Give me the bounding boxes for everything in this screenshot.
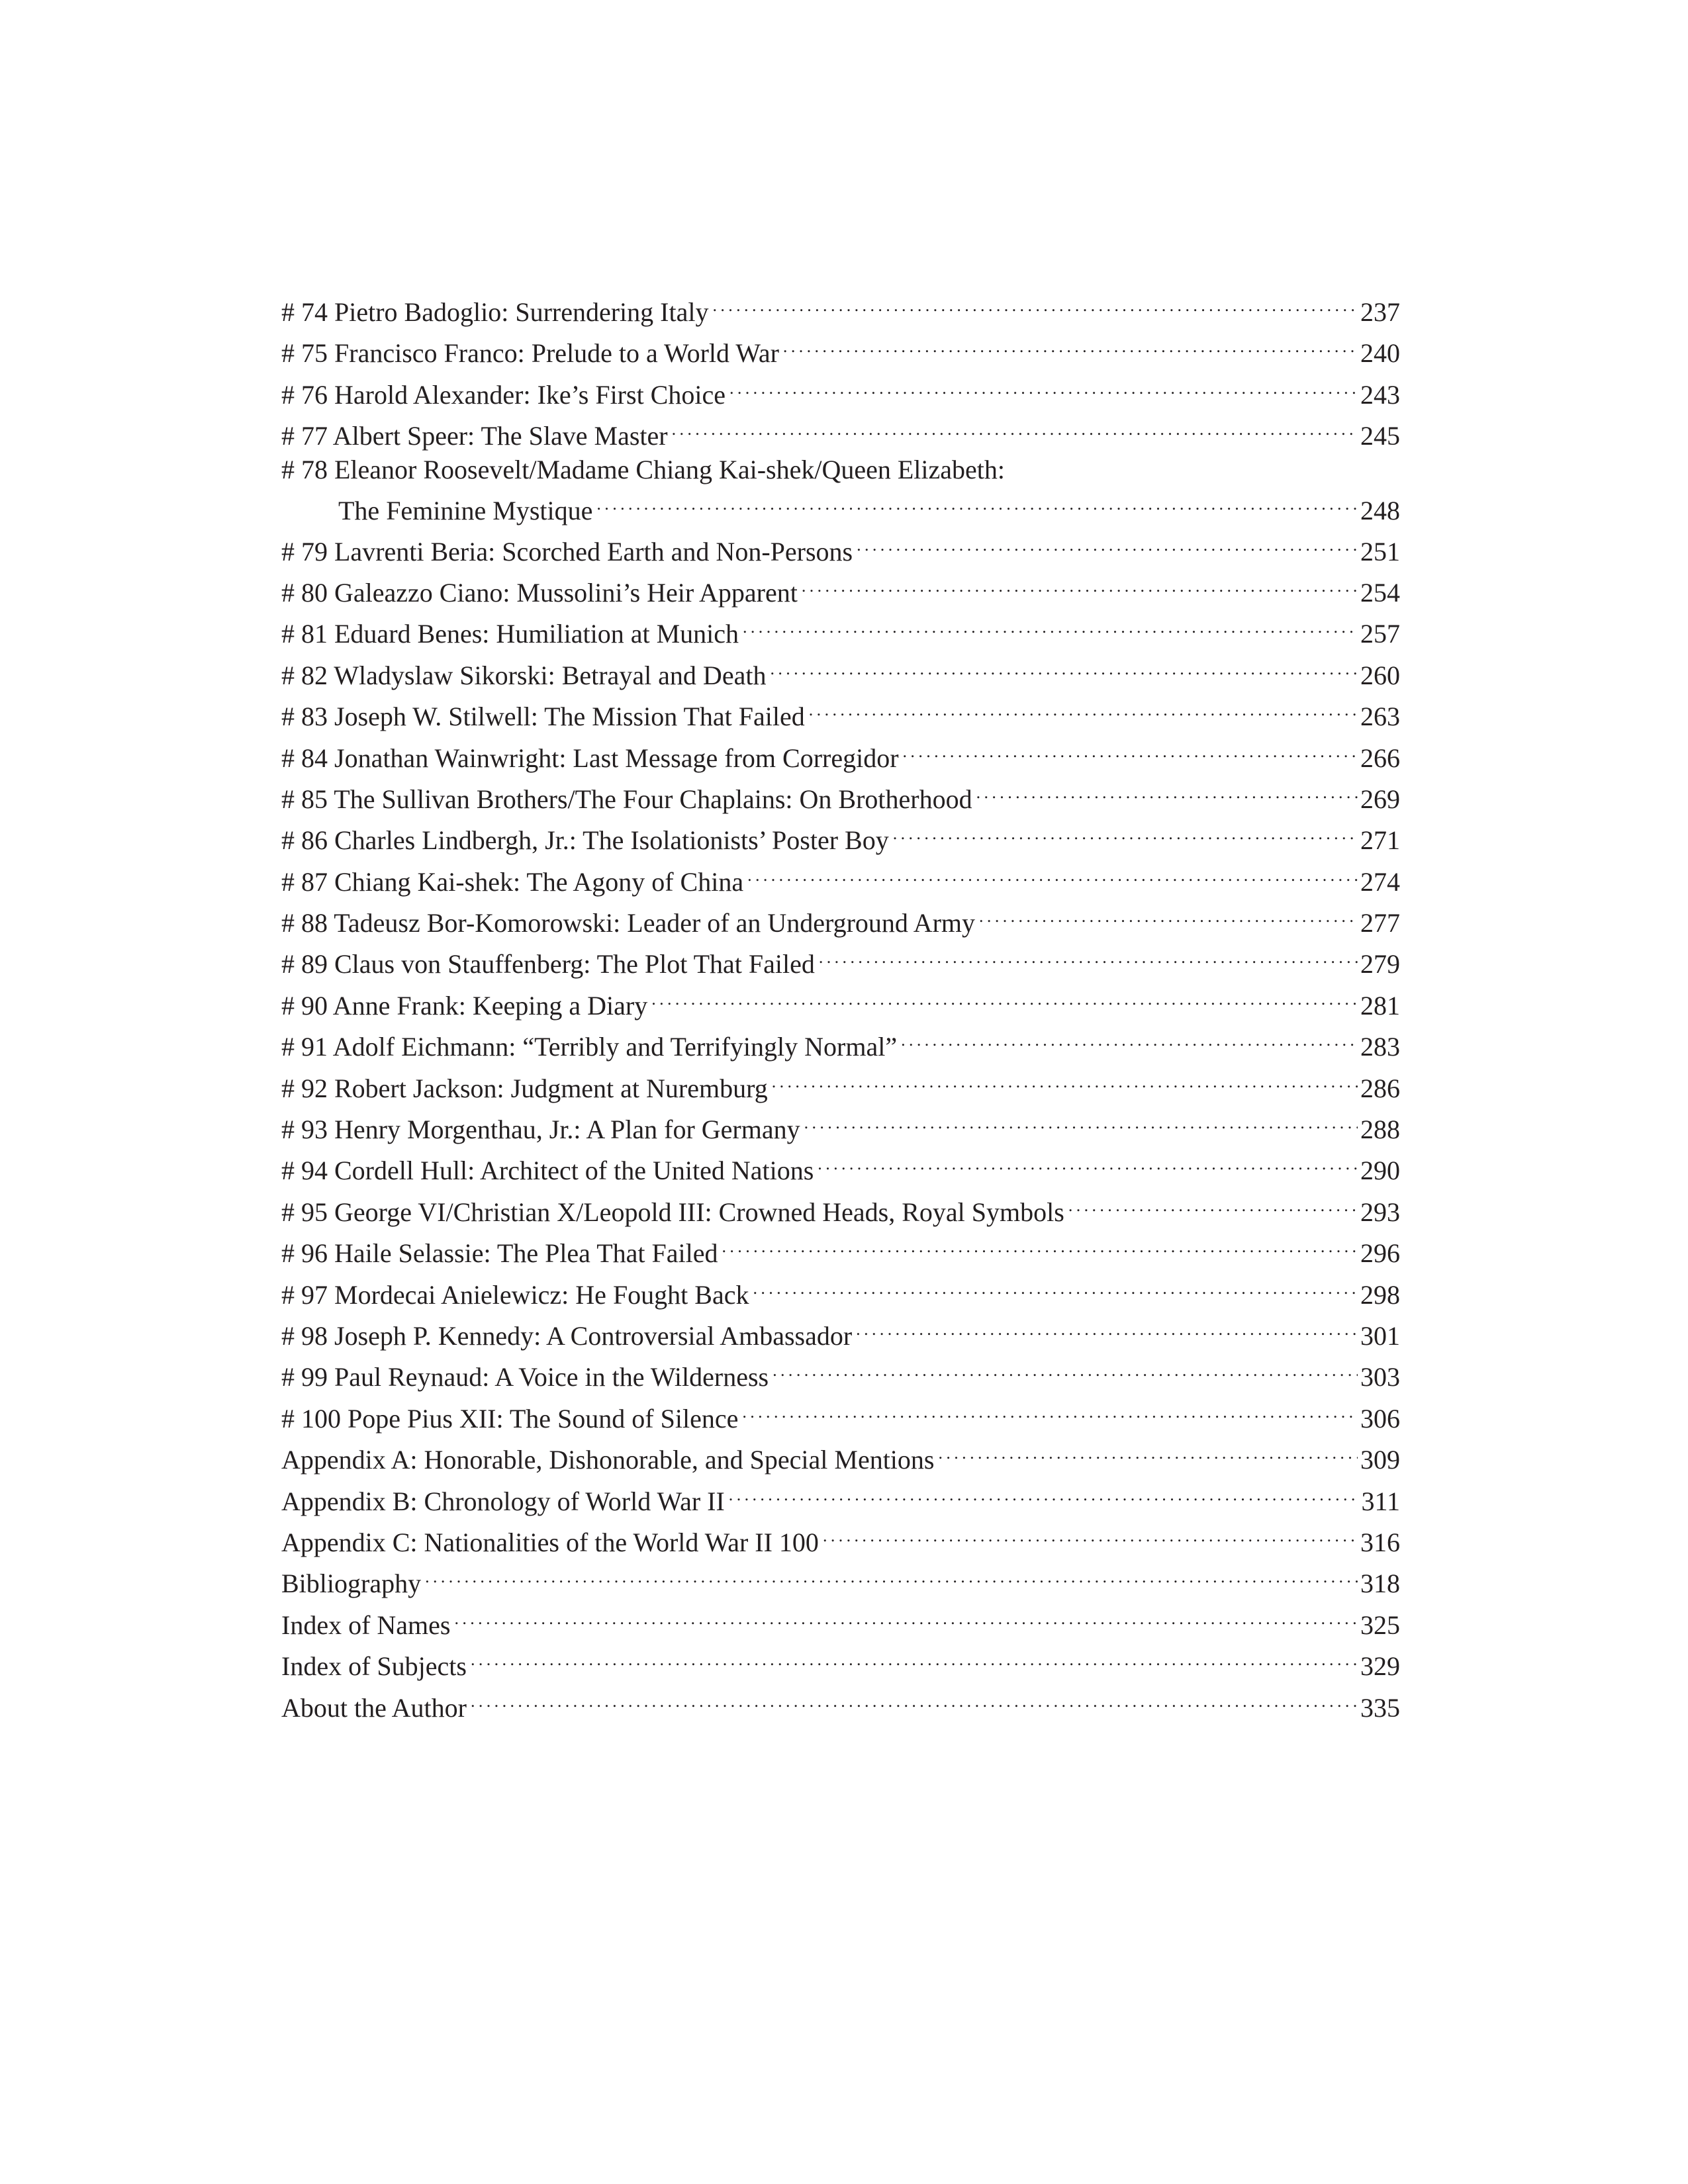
toc-entry-line xyxy=(281,1064,1400,1105)
toc-entry-title: About the Author xyxy=(281,1692,467,1723)
toc-entry xyxy=(281,858,1400,899)
toc-entry-page-number: 281 xyxy=(1360,990,1400,1021)
toc-entry-title: # 95 George VI/Christian X/Leopold III: Crowned Heads, Royal Symbols xyxy=(281,1197,1064,1227)
toc-entry xyxy=(281,981,1400,1023)
toc-entry-page-number: 237 xyxy=(1360,297,1400,327)
toc-entry-title: # 99 Paul Reynaud: A Voice in the Wilderness xyxy=(281,1362,769,1392)
toc-entry-title: Index of Subjects xyxy=(281,1651,467,1682)
toc-entry-line xyxy=(281,371,1400,412)
toc-entry xyxy=(281,1435,1400,1477)
toc-entry xyxy=(281,1312,1400,1353)
toc-entry-line xyxy=(281,288,1400,329)
toc-entry-line xyxy=(281,858,1400,899)
dot-leader xyxy=(893,816,1358,849)
toc-entry xyxy=(281,692,1400,733)
toc-entry-title: # 97 Mordecai Anielewicz: He Fought Back xyxy=(281,1279,749,1310)
toc-entry-title: # 92 Robert Jackson: Judgment at Nuremburg xyxy=(281,1073,768,1103)
toc-entry-title: # 81 Eduard Benes: Humiliation at Munich xyxy=(281,619,739,649)
toc-entry-line xyxy=(281,734,1400,775)
toc-entry-line xyxy=(281,1229,1400,1270)
dot-leader xyxy=(722,1229,1358,1262)
toc-entry-page-number: 329 xyxy=(1360,1651,1400,1682)
toc-entry-title: # 94 Cordell Hull: Architect of the United Nations xyxy=(281,1156,814,1186)
dot-leader xyxy=(856,1312,1358,1345)
dot-leader xyxy=(901,1023,1358,1056)
toc-entry-line xyxy=(281,1105,1400,1146)
toc-entry-title: # 75 Francisco Franco: Prelude to a World War xyxy=(281,338,779,369)
toc-entry xyxy=(281,371,1400,412)
toc-entry-line xyxy=(281,1271,1400,1312)
toc-entry-title: # 84 Jonathan Wainwright: Last Message from Corregidor xyxy=(281,743,899,773)
toc-entry-page-number: 296 xyxy=(1360,1238,1400,1269)
dot-leader xyxy=(783,329,1358,362)
dot-leader xyxy=(672,412,1358,445)
toc-entry-title: # 74 Pietro Badoglio: Surrendering Italy xyxy=(281,297,709,327)
toc-entry-line xyxy=(281,1023,1400,1064)
toc-entry-line xyxy=(281,1559,1400,1600)
toc-entry-title: # 77 Albert Speer: The Slave Master xyxy=(281,421,668,451)
toc-entry xyxy=(281,412,1400,453)
toc-entry-line xyxy=(281,1312,1400,1353)
toc-entry xyxy=(281,1518,1400,1559)
dot-leader xyxy=(804,1105,1358,1138)
toc-entry-title: Appendix B: Chronology of World War II xyxy=(281,1486,725,1516)
toc-entry xyxy=(281,1023,1400,1064)
toc-entry-line xyxy=(281,1684,1400,1725)
dot-leader xyxy=(819,940,1358,973)
toc-entry-title-line2: The Feminine Mystique xyxy=(338,495,593,525)
toc-entry xyxy=(281,816,1400,857)
toc-entry xyxy=(281,1684,1400,1725)
toc-entry-page-number: 274 xyxy=(1360,866,1400,897)
dot-leader xyxy=(753,1271,1358,1304)
toc-entry-page-number: 309 xyxy=(1360,1445,1400,1475)
toc-entry-page-number: 251 xyxy=(1360,536,1400,567)
toc-entry-page-number: 318 xyxy=(1360,1569,1400,1599)
toc-entry xyxy=(281,1601,1400,1642)
dot-leader xyxy=(802,569,1358,602)
toc-entry xyxy=(281,1477,1400,1518)
toc-entry xyxy=(281,1188,1400,1229)
toc-entry-title: Appendix A: Honorable, Dishonorable, and Special Mentions xyxy=(281,1445,935,1475)
toc-entry-page-number: 316 xyxy=(1360,1527,1400,1557)
dot-leader xyxy=(770,651,1358,684)
toc-entry xyxy=(281,940,1400,981)
toc-entry-line xyxy=(281,412,1400,453)
dot-leader xyxy=(596,486,1358,520)
toc-entry-page-number: 306 xyxy=(1360,1403,1400,1433)
toc-entry-title: # 82 Wladyslaw Sikorski: Betrayal and Death xyxy=(281,660,767,690)
dot-leader xyxy=(809,692,1358,725)
toc-entry-page-number: 277 xyxy=(1360,908,1400,938)
toc-entry-line xyxy=(281,940,1400,981)
toc-entry-line xyxy=(281,1353,1400,1394)
toc-entry xyxy=(281,1064,1400,1105)
dot-leader xyxy=(729,1477,1359,1510)
toc-entry-title: # 83 Joseph W. Stilwell: The Mission That Failed xyxy=(281,702,805,732)
toc-entry-page-number: 245 xyxy=(1360,421,1400,451)
toc-entry-title: # 90 Anne Frank: Keeping a Diary xyxy=(281,990,648,1021)
dot-leader xyxy=(979,899,1358,932)
toc-entry-line xyxy=(281,816,1400,857)
toc-entry xyxy=(281,899,1400,940)
toc-entry-line xyxy=(281,1477,1400,1518)
toc-entry-title: # 89 Claus von Stauffenberg: The Plot That Failed xyxy=(281,949,815,979)
toc-entry-page-number: 303 xyxy=(1360,1362,1400,1392)
toc-entry xyxy=(281,1146,1400,1187)
toc-entry-page-number: 271 xyxy=(1360,825,1400,856)
toc-entry xyxy=(281,1559,1400,1600)
dot-leader xyxy=(857,527,1358,561)
toc-entry-page-number: 288 xyxy=(1360,1115,1400,1145)
dot-leader xyxy=(729,371,1358,404)
toc-entry-title: Appendix C: Nationalities of the World War II 100 xyxy=(281,1527,819,1557)
toc-entry-line xyxy=(281,1188,1400,1229)
toc-entry xyxy=(281,527,1400,569)
toc-entry-title: # 91 Adolf Eichmann: “Terribly and Terrifyingly Normal” xyxy=(281,1032,898,1062)
toc-entry xyxy=(281,610,1400,651)
dot-leader xyxy=(773,1353,1358,1386)
toc-entry-title: # 100 Pope Pius XII: The Sound of Silence xyxy=(281,1403,739,1433)
toc-entry-line xyxy=(281,527,1400,569)
toc-entry xyxy=(281,1271,1400,1312)
toc-entry-page-number: 248 xyxy=(1360,495,1400,525)
toc-entry-line xyxy=(281,1146,1400,1187)
toc-entry-title: # 85 The Sullivan Brothers/The Four Chaplains: On Brotherhood xyxy=(281,784,972,814)
toc-entry-title: # 88 Tadeusz Bor-Komorowski: Leader of an Underground Army xyxy=(281,908,976,938)
toc-entry-page-number: 240 xyxy=(1360,338,1400,369)
toc-entry-line xyxy=(281,1518,1400,1559)
toc-entry-page-number: 283 xyxy=(1360,1032,1400,1062)
toc-entry-title-line1: # 78 Eleanor Roosevelt/Madame Chiang Kai-shek/Queen Elizabeth: xyxy=(281,454,1006,484)
toc-entry-page-number: 254 xyxy=(1360,577,1400,608)
dot-leader xyxy=(1068,1188,1358,1221)
toc-entry-page-number: 286 xyxy=(1360,1073,1400,1103)
dot-leader xyxy=(976,775,1358,808)
dot-leader xyxy=(938,1435,1358,1469)
dot-leader xyxy=(471,1642,1358,1675)
dot-leader xyxy=(823,1518,1358,1551)
dot-leader xyxy=(747,858,1358,891)
toc-entry-line xyxy=(281,329,1400,370)
toc-entry-line xyxy=(281,610,1400,651)
toc-entry xyxy=(281,1353,1400,1394)
toc-entry xyxy=(281,651,1400,692)
dot-leader xyxy=(454,1601,1358,1634)
toc-entry-title: # 96 Haile Selassie: The Plea That Failed xyxy=(281,1238,718,1269)
toc-entry xyxy=(281,734,1400,775)
toc-entry-page-number: 243 xyxy=(1360,379,1400,410)
toc-entry-line xyxy=(281,899,1400,940)
toc-entry-page-number: 266 xyxy=(1360,743,1400,773)
dot-leader xyxy=(471,1684,1358,1717)
dot-leader xyxy=(772,1064,1358,1097)
toc-entry-title: # 80 Galeazzo Ciano: Mussolini’s Heir Apparent xyxy=(281,577,798,608)
toc-entry xyxy=(281,1105,1400,1146)
toc-entry-page-number: 293 xyxy=(1360,1197,1400,1227)
toc-entry-title: # 79 Lavrenti Beria: Scorched Earth and Non-Persons xyxy=(281,536,853,567)
toc-entry xyxy=(281,288,1400,329)
toc-entry-page-number: 301 xyxy=(1360,1320,1400,1351)
dot-leader xyxy=(743,610,1358,643)
toc-entry xyxy=(281,1229,1400,1270)
table-of-contents xyxy=(281,288,1400,1725)
toc-entry-title: # 76 Harold Alexander: Ike’s First Choice xyxy=(281,379,726,410)
dot-leader xyxy=(712,288,1358,321)
toc-entry xyxy=(281,775,1400,816)
toc-entry xyxy=(281,1642,1400,1683)
dot-leader xyxy=(425,1559,1358,1592)
toc-entry-title: # 98 Joseph P. Kennedy: A Controversial Ambassador xyxy=(281,1320,853,1351)
toc-entry-title: # 87 Chiang Kai-shek: The Agony of China xyxy=(281,866,744,897)
toc-entry-line xyxy=(281,1394,1400,1435)
toc-entry-line xyxy=(281,1642,1400,1683)
toc-entry-title: # 93 Henry Morgenthau, Jr.: A Plan for Germany xyxy=(281,1115,800,1145)
toc-entry-page-number: 298 xyxy=(1360,1279,1400,1310)
toc-entry-page-number: 269 xyxy=(1360,784,1400,814)
toc-entry-line xyxy=(281,775,1400,816)
toc-entry xyxy=(281,453,1400,527)
dot-leader xyxy=(903,734,1358,767)
toc-entry-title: Index of Names xyxy=(281,1610,451,1640)
toc-entry-title: Bibliography xyxy=(281,1569,422,1599)
toc-entry xyxy=(281,1394,1400,1435)
dot-leader xyxy=(742,1394,1358,1428)
toc-entry-line xyxy=(281,1435,1400,1477)
dot-leader xyxy=(651,981,1358,1015)
toc-entry-page-number: 325 xyxy=(1360,1610,1400,1640)
toc-entry-title: # 86 Charles Lindbergh, Jr.: The Isolationists’ Poster Boy xyxy=(281,825,889,856)
toc-entry-line xyxy=(281,569,1400,610)
toc-entry xyxy=(281,329,1400,370)
toc-entry-page-number: 257 xyxy=(1360,619,1400,649)
toc-entry-page-number: 263 xyxy=(1360,702,1400,732)
toc-entry-line xyxy=(281,981,1400,1023)
toc-entry-line2 xyxy=(281,486,1400,527)
toc-entry-page-number: 260 xyxy=(1360,660,1400,690)
toc-entry-line xyxy=(281,651,1400,692)
toc-entry-page-number: 311 xyxy=(1361,1486,1400,1516)
toc-entry-page-number: 335 xyxy=(1360,1692,1400,1723)
toc-entry-page-number: 290 xyxy=(1360,1156,1400,1186)
toc-entry-line xyxy=(281,1601,1400,1642)
toc-entry-line xyxy=(281,692,1400,733)
toc-entry xyxy=(281,569,1400,610)
dot-leader xyxy=(818,1146,1358,1179)
toc-entry-page-number: 279 xyxy=(1360,949,1400,979)
